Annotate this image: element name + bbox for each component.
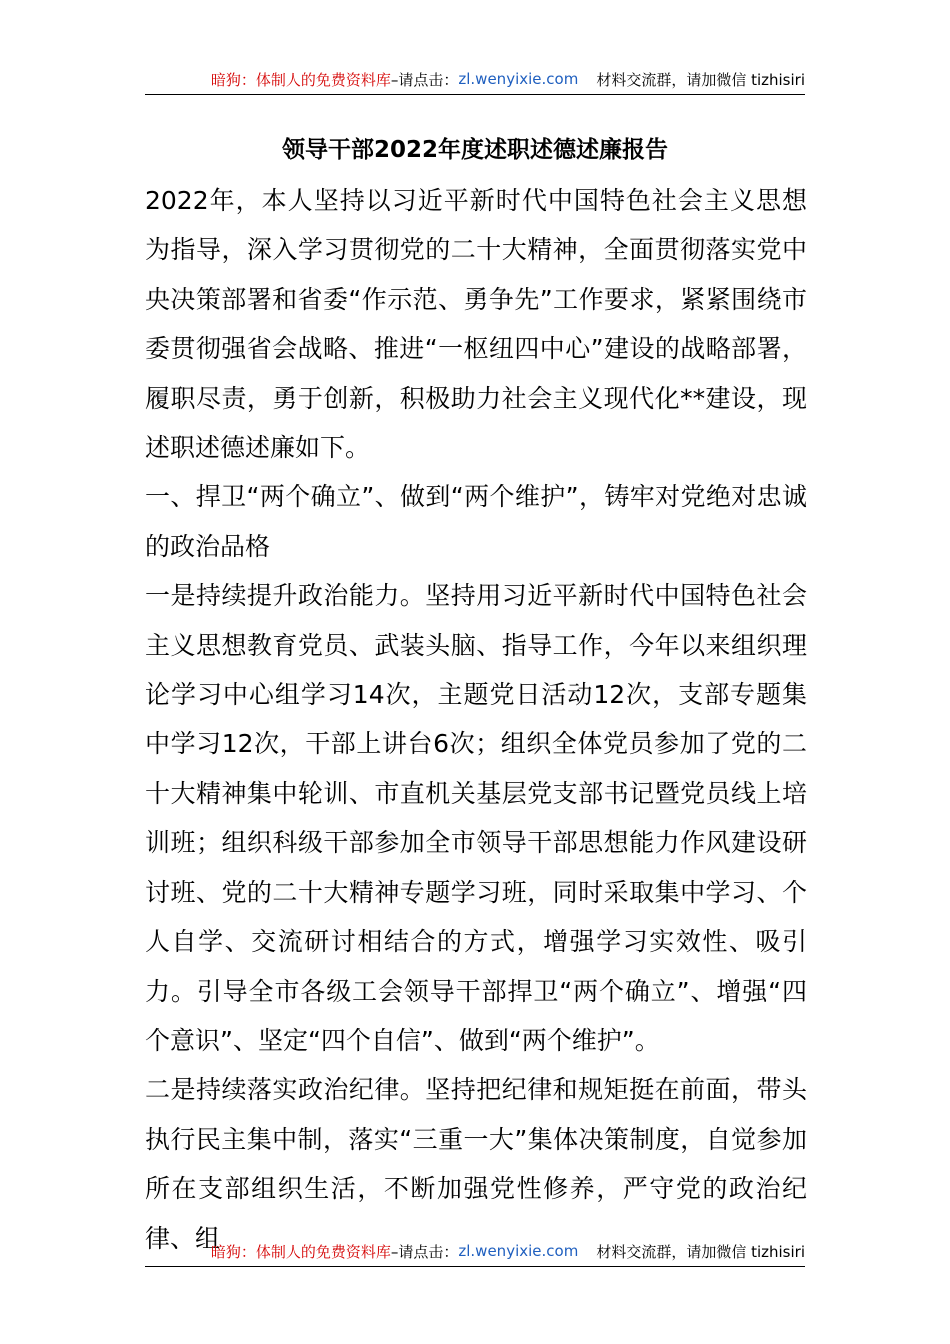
header-group-note: 材料交流群，请加微信 tizhisiri — [596, 70, 805, 89]
header-brand: 暗狗：体制人的免费资料库 — [210, 70, 391, 89]
header-banner — [145, 64, 805, 95]
document-title: 领导干部2022年度述职述德述廉报告 — [281, 137, 668, 163]
header-url-link[interactable]: zl.wenyixie.com — [458, 70, 579, 88]
paragraph-point-1: 一是持续提升政治能力。坚持用习近平新时代中国特色社会主义思想教育党员、武装头脑、指导工作，今年以来组织理论学习中心组学习14次，主题党日活动12次，支部专题集中学习12次，干部上讲台6次；组织全体党员参加了党的二十大精神集中轮训、市直机关基层党支部书记暨党员线上培训班；组织科级干部参加全市领导干部思想能力作风建设研讨班、党的二十大精神专题学习班，同时采取集中学习、个人自学、交流研讨相结合的方式，增强学习实效性、吸引力。引导全市各级工会领导干部捍卫“两个确立”、增强“四个意识”、坚定“四个自信”、做到“两个维护”。 — [145, 581, 807, 1055]
paragraph-point-2: 二是持续落实政治纪律。坚持把纪律和规矩挺在前面，带头执行民主集中制，落实“三重一大”集体决策制度，自觉参加所在支部组织生活，不断加强党性修养，严守党的政治纪律、组 — [145, 1075, 807, 1253]
footer-url-link[interactable]: zl.wenyixie.com — [458, 1242, 579, 1260]
document-body — [145, 176, 807, 1263]
header-prompt: –请点击： — [390, 70, 459, 89]
paragraph-intro: 2022年，本人坚持以习近平新时代中国特色社会主义思想为指导，深入学习贯彻党的二十大精神，全面贯彻落实党中央决策部署和省委“作示范、勇争先”工作要求，紧紧围绕市委贯彻强省会战略、推进“一枢纽四中心”建设的战略部署，履职尽责，勇于创新，积极助力社会主义现代化**建设，现述职述德述廉如下。 — [145, 186, 807, 463]
footer-brand: 暗狗：体制人的免费资料库 — [210, 1242, 391, 1261]
section-heading-1: 一、捍卫“两个确立”、做到“两个维护”，铸牢对党绝对忠诚的政治品格 — [145, 482, 807, 561]
footer-prompt: –请点击： — [390, 1242, 459, 1261]
footer-banner — [145, 1236, 805, 1267]
footer-group-note: 材料交流群，请加微信 tizhisiri — [596, 1242, 805, 1261]
